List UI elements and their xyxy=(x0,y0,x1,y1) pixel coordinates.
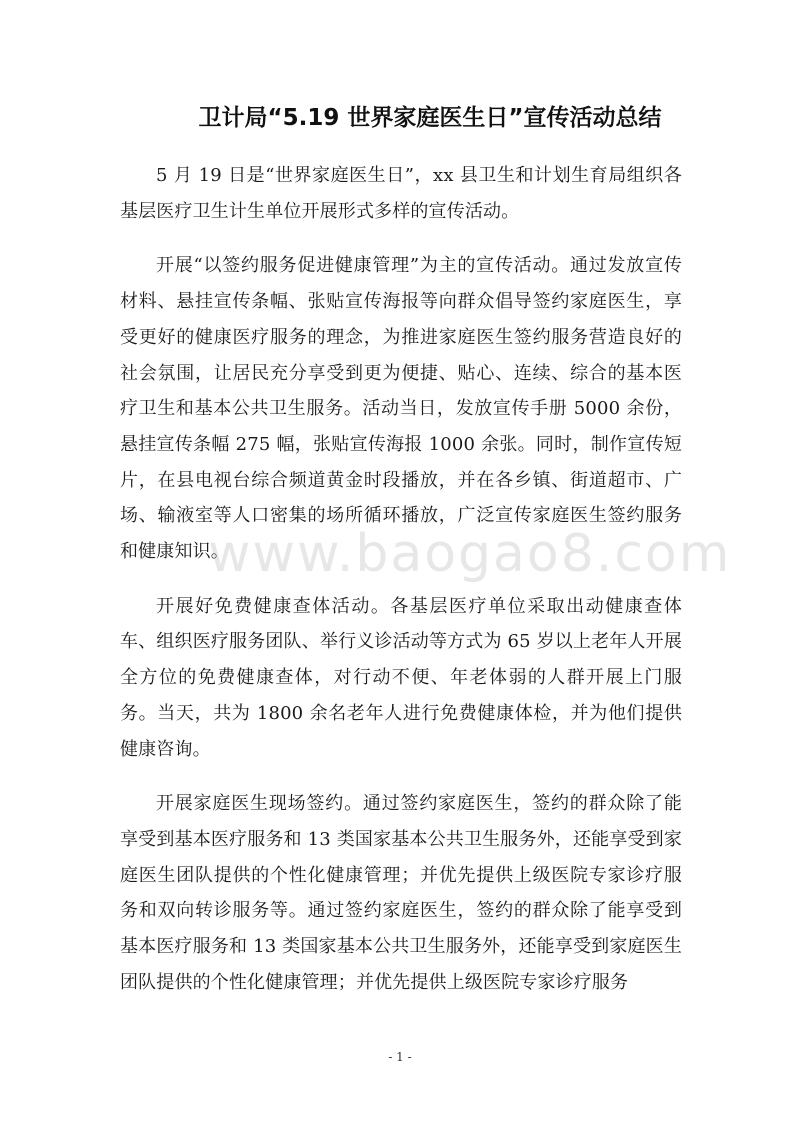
page-number: - 1 - xyxy=(388,1050,412,1064)
document-body xyxy=(120,158,682,1019)
paragraph-intro: 5 月 19 日是“世界家庭医生日”，xx 县卫生和计划生育局组织各基层医疗卫生计生单位开展形式多样的宣传活动。 xyxy=(120,165,682,222)
paragraph-signing: 开展家庭医生现场签约。通过签约家庭医生，签约的群众除了能享受到基本医疗服务和 13 类国家基本公共卫生服务外，还能享受到家庭医生团队提供的个性化健康管理；并优先提供上级医院专家诊疗服务和双向转诊服务等。通过签约家庭医生，签约的群众除了能享受到基本医疗服务和 13 类国家基本公共卫生服务外，还能享受到家庭医生团队提供的个性化健康管理；并优先提供上级医院专家诊疗服务 xyxy=(120,793,682,993)
watermark: www.baogao8.com xyxy=(208,524,732,584)
paragraph-publicity: 开展“以签约服务促进健康管理”为主的宣传活动。通过发放宣传材料、悬挂宣传条幅、张贴宣传海报等向群众倡导签约家庭医生，享受更好的健康医疗服务的理念，为推进家庭医生签约服务营造良好的社会氛围，让居民充分享受到更为便捷、贴心、连续、综合的基本医疗卫生和基本公共卫生服务。活动当日，发放宣传手册 5000 余份，悬挂宣传条幅 275 幅，张贴宣传海报 1000 余张。同时，制作宣传短片，在县电视台综合频道黄金时段播放，并在各乡镇、街道超市、广场、输液室等人口密集的场所循环播放，广泛宣传家庭医生签约服务和健康知识。 xyxy=(120,255,682,563)
document-title: 卫计局“5.19 世界家庭医生日”宣传活动总结 xyxy=(198,105,662,131)
paragraph-health-check: 开展好免费健康查体活动。各基层医疗单位采取出动健康查体车、组织医疗服务团队、举行义诊活动等方式为 65 岁以上老年人开展全方位的免费健康查体，对行动不便、年老体弱的人群开展上门服务。当天，共为 1800 余名老年人进行免费健康体检，并为他们提供健康咨询。 xyxy=(120,595,682,760)
